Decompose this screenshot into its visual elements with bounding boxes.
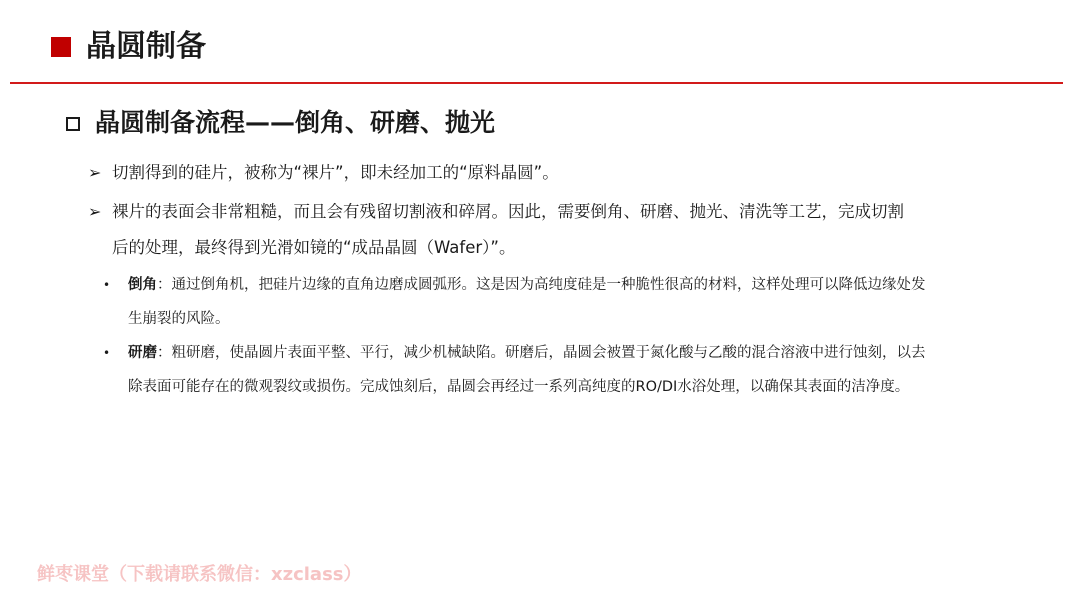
section-bullet-square-icon [66, 117, 80, 131]
bullet-item-2-line-1: 裸片的表面会非常粗糙，而且会有残留切割液和碎屑。因此，需要倒角、研磨、抛光、清洗等工艺，完成切割 [112, 202, 904, 221]
arrow-bullet-icon: ➢ [88, 202, 102, 221]
detail-chamfer-term: 倒角 [128, 277, 157, 293]
section-heading: 晶圆制备流程——倒角、研磨、抛光 [95, 108, 496, 137]
dot-bullet-icon: • [103, 278, 111, 292]
detail-grind-term: 研磨 [128, 345, 157, 361]
watermark-text: 鲜枣课堂（下载请联系微信：xzclass） [37, 564, 362, 585]
detail-grind-line-1 [128, 344, 926, 362]
bullet-item-2-line-2: 后的处理，最终得到光滑如镜的“成品晶圆（Wafer）”。 [112, 238, 516, 257]
detail-chamfer-text: ：通过倒角机，把硅片边缘的直角边磨成圆弧形。这是因为高纯度硅是一种脆性很高的材料，这样处理可以降低边缘处发 [157, 277, 926, 293]
detail-grind-line-2: 除表面可能存在的微观裂纹或损伤。完成蚀刻后，晶圆会再经过一系列高纯度的RO/DI水浴处理，以确保其表面的洁净度。 [128, 379, 910, 395]
dot-bullet-icon: • [103, 346, 111, 360]
arrow-bullet-icon: ➢ [88, 163, 102, 182]
detail-grind-text: ：粗研磨，使晶圆片表面平整、平行，减少机械缺陷。研磨后，晶圆会被置于氮化酸与乙酸的混合溶液中进行蚀刻，以去 [157, 345, 926, 361]
title-divider [10, 82, 1063, 84]
detail-chamfer-line-2: 生崩裂的风险。 [128, 311, 230, 327]
page-title: 晶圆制备 [86, 29, 206, 64]
bullet-item-1: 切割得到的硅片，被称为“裸片”，即未经加工的“原料晶圆”。 [112, 163, 559, 182]
detail-chamfer-line-1 [128, 276, 926, 294]
title-marker-square [51, 37, 71, 57]
